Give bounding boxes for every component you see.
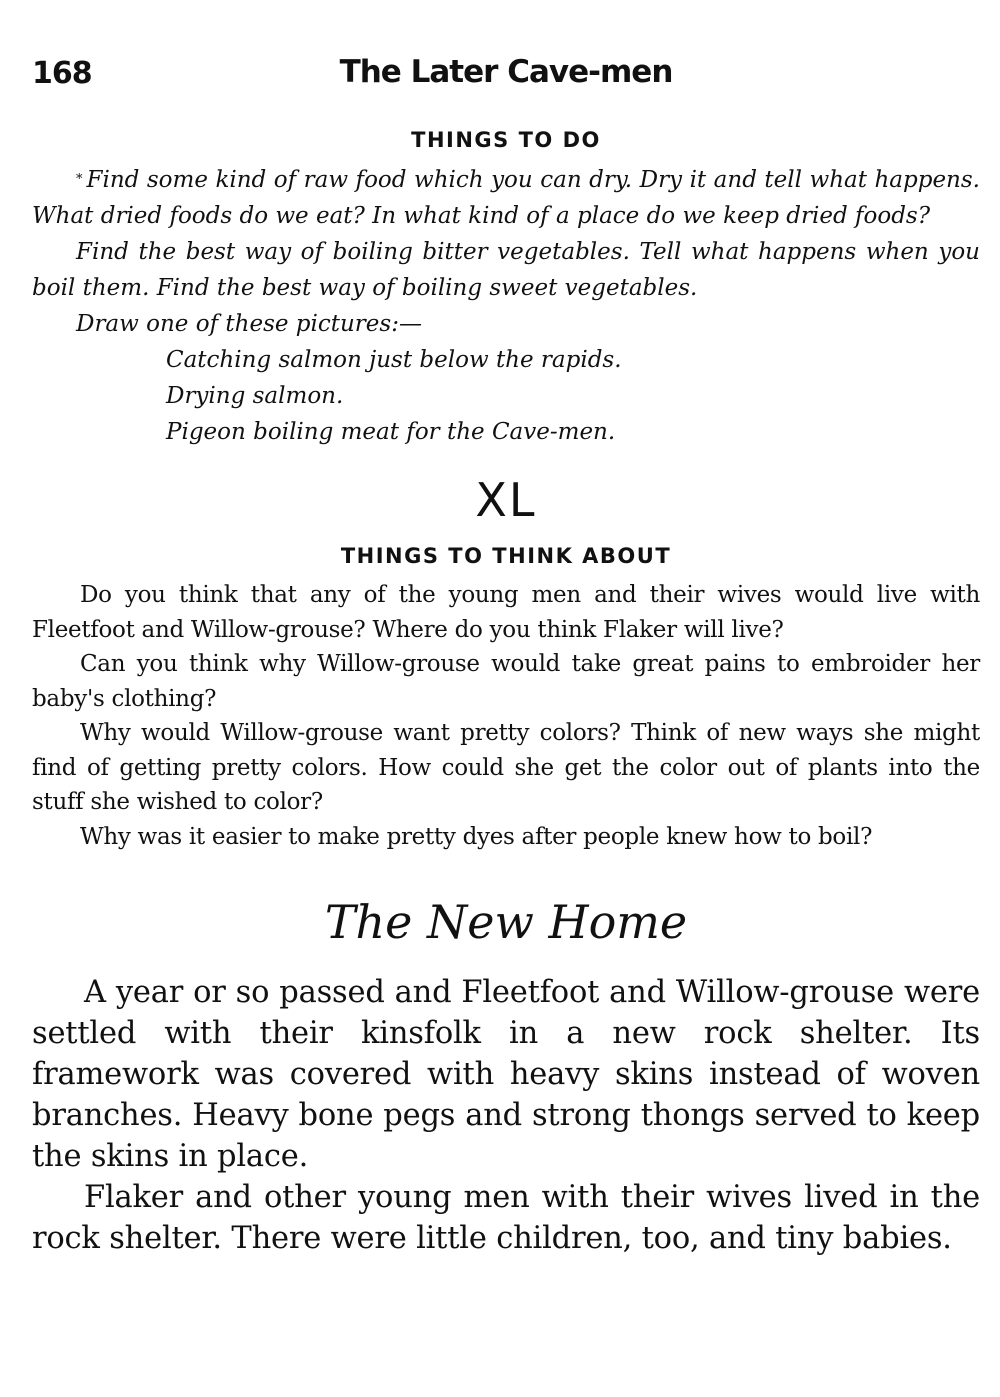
running-title: The Later Cave-men [339,54,673,90]
todo-paragraph: * Find some kind of raw food which you can dry. Dry it and tell what happens. What dried foods do we eat? In what kind of a place do we keep dried foods? [32,167,980,229]
picture-item: Drying salmon. [166,383,344,409]
think-paragraph: Do you think that any of the young men and their wives would live with Fleetfoot and Willow-grouse? Where do you think Flaker will live? [32,582,980,643]
story-title: The New Home [324,895,688,949]
things-to-think-heading: THINGS TO THINK ABOUT [340,544,672,568]
think-paragraph: Why would Willow-grouse want pretty colors? Think of new ways she might find of getting pretty colors. How could she get the color out of plants into the stuff she wished to color? [32,720,980,815]
chapter-number: XL [475,473,537,527]
book-page [32,50,980,1259]
footnote-star: * [76,172,83,187]
think-paragraph: Why was it easier to make pretty dyes after people knew how to boil? [80,823,873,850]
picture-item: Catching salmon just below the rapids. [166,347,622,373]
draw-intro: Draw one of these pictures:— [76,311,422,337]
things-to-do-heading: THINGS TO DO [411,128,601,152]
story-paragraph: A year or so passed and Fleetfoot and Willow-grouse were settled with their kinsfolk in a new rock shelter. Its framework was covered with heavy skins instead of woven branches. Heavy bone pegs and strong thongs served to keep the skins in place. [32,975,980,1174]
story-body [32,972,980,1259]
page-number: 168 [32,56,92,91]
todo-paragraph: Find the best way of boiling bitter vegetables. Tell what happens when you boil them. Find the best way of boiling sweet vegetables. [32,239,980,301]
picture-item: Pigeon boiling meat for the Cave-men. [166,419,616,445]
things-to-do-section [32,162,980,450]
page-header [32,50,980,110]
things-to-think-section [32,578,980,854]
story-paragraph: Flaker and other young men with their wives lived in the rock shelter. There were little children, too, and tiny babies. [32,1180,980,1256]
think-paragraph: Can you think why Willow-grouse would take great pains to embroider her baby's clothing? [32,651,980,712]
